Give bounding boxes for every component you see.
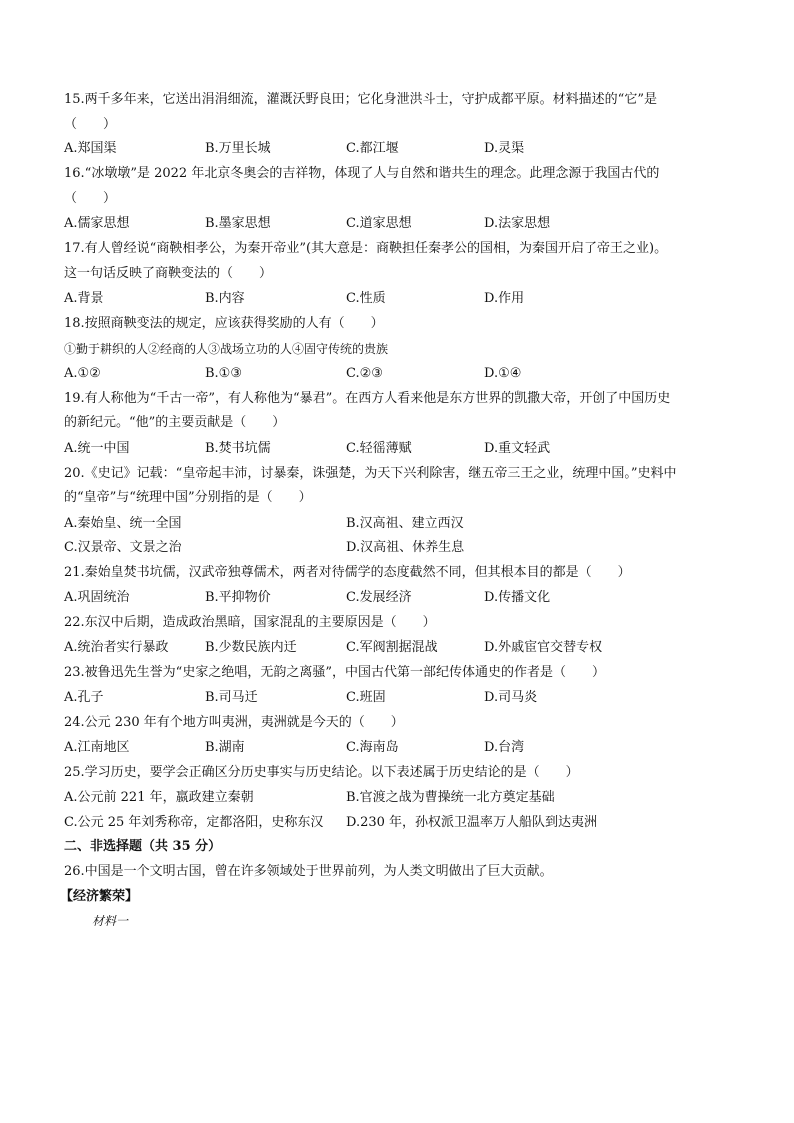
q19-option-d: D.重文轻武	[484, 441, 551, 456]
q24-text-line-1: 24.公元 230 年有个地方叫夷洲，夷洲就是今天的（ ）	[64, 715, 404, 730]
q24-options	[64, 739, 734, 757]
q16-option-c: C.道家思想	[346, 216, 412, 231]
q20-option-d: D.汉高祖、休养生息	[346, 540, 465, 555]
q20-text-line-1: 20.《史记》记载：“皇帝起丰沛，讨暴秦，诛强楚，为天下兴利除害，继五帝三王之业，统理中国。”史料中	[64, 466, 677, 481]
q23-option-b: B.司马迁	[205, 690, 258, 705]
q22-option-b: B.少数民族内迁	[205, 640, 297, 655]
q25-option-d: D.230 年，孙权派卫温率万人船队到达夷洲	[346, 815, 598, 830]
q17-option-a: A.背景	[64, 291, 104, 306]
q24-option-d: D.台湾	[484, 740, 525, 755]
economy-subheading: 【经济繁荣】	[60, 889, 139, 904]
q16-text-line-2: （ ）	[64, 191, 117, 206]
q20-options-row-1	[64, 515, 734, 533]
q26-text: 26.中国是一个文明古国，曾在许多领域处于世界前列，为人类文明做出了巨大贡献。	[64, 864, 553, 879]
q24-option-a: A.江南地区	[64, 740, 130, 755]
q17-option-b: B.内容	[205, 291, 245, 306]
q18-option-c: C.②③	[346, 366, 383, 381]
q22-option-c: C.军阀割据混战	[346, 640, 438, 655]
q25-options-row-1	[64, 789, 734, 807]
section-2-heading: 二、非选择题（共 35 分）	[64, 839, 222, 854]
q19-options	[64, 440, 734, 458]
q20-text-line-2: 的“皇帝”与“统理中国”分别指的是（ ）	[64, 490, 312, 505]
q22-option-d: D.外戚宦官交替专权	[484, 640, 603, 655]
q25-option-c: C.公元 25 年刘秀称帝，定都洛阳，史称东汉	[64, 815, 324, 830]
q25-option-b: B.官渡之战为曹操统一北方奠定基础	[346, 790, 555, 805]
q21-option-a: A.巩固统治	[64, 590, 130, 605]
q15-option-c: C.都江堰	[346, 141, 399, 156]
q21-option-c: C.发展经济	[346, 590, 412, 605]
q15-option-a: A.郑国渠	[64, 141, 117, 156]
q17-text-line-1: 17.有人曾经说“商鞅相孝公，为秦开帝业”(其大意是：商鞅担任秦孝公的国相，为秦国开启了帝王之业)。	[64, 241, 668, 256]
q17-text-line-2: 这一句话反映了商鞅变法的（ ）	[64, 266, 273, 281]
q15-option-b: B.万里长城	[205, 141, 271, 156]
q22-text-line-1: 22.东汉中后期，造成政治黑暗，国家混乱的主要原因是（ ）	[64, 615, 436, 630]
q19-option-a: A.统一中国	[64, 441, 130, 456]
q17-options	[64, 290, 734, 308]
q23-option-d: D.司马炎	[484, 690, 538, 705]
q20-option-a: A.秦始皇、统一全国	[64, 516, 182, 531]
q23-options	[64, 689, 734, 707]
q18-option-b: B.①③	[205, 366, 242, 381]
q18-options	[64, 365, 734, 383]
q21-options	[64, 589, 734, 607]
q20-option-c: C.汉景帝、文景之治	[64, 540, 182, 555]
q23-option-a: A.孔子	[64, 690, 104, 705]
q18-text-line-2: ①勤于耕织的人②经商的人③战场立功的人④固守传统的贵族	[64, 342, 389, 356]
q16-option-a: A.儒家思想	[64, 216, 130, 231]
q15-text-line-1: 15.两千多年来，它送出涓涓细流，灌溉沃野良田；它化身泄洪斗士，守护成都平原。材料描述的“它”是	[64, 92, 657, 107]
q15-option-d: D.灵渠	[484, 141, 525, 156]
q25-options-row-2	[64, 814, 734, 832]
q21-text-line-1: 21.秦始皇焚书坑儒，汉武帝独尊儒术，两者对待儒学的态度截然不同，但其根本目的都是（ ）	[64, 565, 631, 580]
q19-option-c: C.轻徭薄赋	[346, 441, 412, 456]
q16-option-d: D.法家思想	[484, 216, 551, 231]
q20-option-b: B.汉高祖、建立西汉	[346, 516, 464, 531]
q24-option-c: C.海南岛	[346, 740, 399, 755]
q19-text-line-2: 的新纪元。“他”的主要贡献是（ ）	[64, 415, 286, 430]
q19-text-line-1: 19.有人称他为“千古一帝”，有人称他为“暴君”。在西方人看来他是东方世界的凯撒大帝，开创了中国历史	[64, 391, 671, 406]
q15-options	[64, 140, 734, 158]
q21-option-d: D.传播文化	[484, 590, 551, 605]
q22-options	[64, 639, 734, 657]
q18-option-a: A.①②	[64, 366, 101, 381]
q16-options	[64, 215, 734, 233]
material-one-label: 材料一	[92, 914, 129, 928]
q15-text-line-2: （ ）	[64, 117, 117, 132]
q18-option-d: D.①④	[484, 366, 522, 381]
q16-option-b: B.墨家思想	[205, 216, 271, 231]
q17-option-c: C.性质	[346, 291, 386, 306]
q16-text-line-1: 16.“冰墩墩”是 2022 年北京冬奥会的吉祥物，体现了人与自然和谐共生的理念。此理念源于我国古代的	[64, 166, 660, 181]
q25-option-a: A.公元前 221 年，嬴政建立秦朝	[64, 790, 254, 805]
q24-option-b: B.湖南	[205, 740, 245, 755]
q25-text-line-1: 25.学习历史，要学会正确区分历史事实与历史结论。以下表述属于历史结论的是（ ）	[64, 765, 579, 780]
q23-text-line-1: 23.被鲁迅先生誉为“史家之绝唱，无韵之离骚”，中国古代第一部纪传体通史的作者是（ ）	[64, 665, 605, 680]
q21-option-b: B.平抑物价	[205, 590, 271, 605]
q23-option-c: C.班固	[346, 690, 386, 705]
q20-options-row-2	[64, 539, 734, 557]
q18-text-line-1: 18.按照商鞅变法的规定，应该获得奖励的人有（ ）	[64, 316, 384, 331]
q22-option-a: A.统治者实行暴政	[64, 640, 169, 655]
q17-option-d: D.作用	[484, 291, 525, 306]
q19-option-b: B.焚书坑儒	[205, 441, 271, 456]
